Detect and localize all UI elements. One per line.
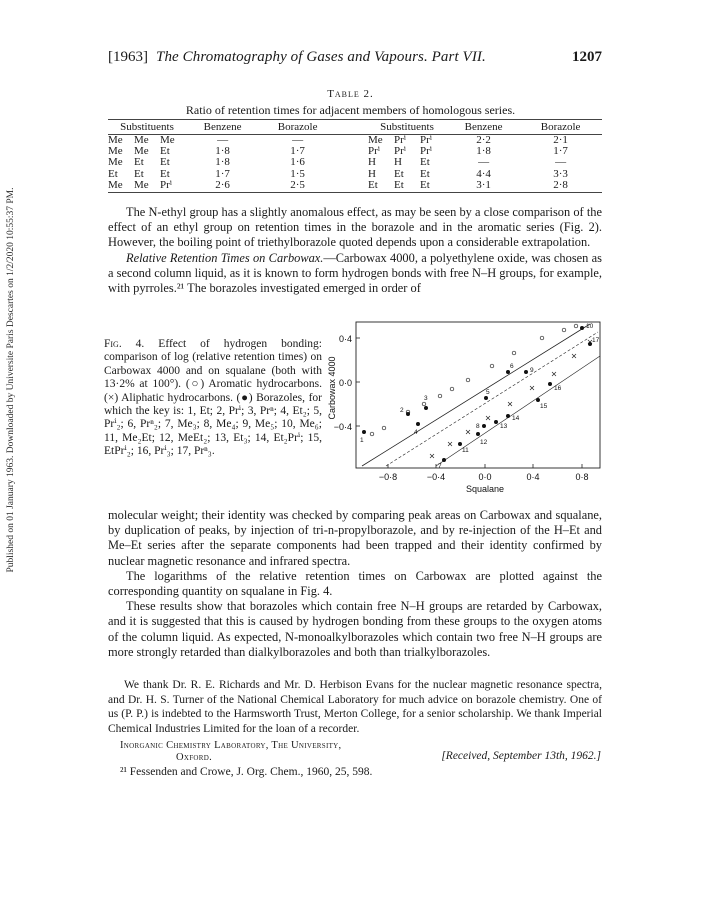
table-cell: H [368,156,376,169]
aliphatic-point [430,454,434,458]
borazole-point [536,398,540,402]
aromatic-point [574,324,578,328]
x-axis-label: Squalane [465,484,505,494]
borazole-label: 14 [512,415,520,422]
borazole-label: 4 [414,429,418,436]
table-cell: Me [108,134,123,146]
aromatic-point [540,336,544,340]
aliphatic-point [466,430,470,434]
borazole-label: 9 [530,367,534,374]
table-cell: — [292,134,304,146]
table-cell: Prⁱ [394,145,406,158]
table-cell: Prⁱ [368,145,380,158]
figure-caption-key: (○) Aromatic hydrocarbons. (×) Aliphatic hydrocarbons. (●) Borazoles, for which the key is: 1, Et; 2, Prⁱ; 3, Prⁿ; 4, Et₂; 5, Prⁱ₂; 6, Prⁿ₂; 7, Me₃; 8, Me₄; 9, Me₅; 10, Me₆; 11, Me₂Et; 12, MeEt₂; 13, Et₃; 14, Et₂Prⁱ; 15, EtPrⁱ₂; 16, Prⁱ₃; 17, Prⁿ₃. [104,378,322,458]
borazole-point [362,430,366,434]
table-cell: Me [108,156,123,169]
table-cell: 1·8 [215,156,230,169]
col-borazole: Borazole [540,121,581,133]
table-cell: Me [160,134,175,146]
header-year: [1963] [108,49,148,65]
laboratory-address [120,740,341,764]
aromatic-point [450,387,454,391]
body-text-bottom [108,508,602,660]
col-substituents: Substituents [120,121,174,133]
aliphatic-point [508,402,512,406]
borazole-point [484,396,488,400]
table-caption: Ratio of retention times for adjacent members of homologous series. [185,103,516,117]
table-cell: Et [108,167,118,180]
table-row [368,157,600,168]
borazole-point [506,414,510,418]
paragraph-ethyl-effect: The N-ethyl group has a slightly anomalous effect, as may be seen by a close comparison of the effect of an ethyl group on retention times in the borazole and in the aromatic series (Fig. 2). However, the boiling point of triethylborazole quoted depends upon a considerable extrapolation. [108,205,602,250]
trend-line-aliphatic [386,332,598,466]
download-watermark [0,100,22,660]
table-cell: Et [134,156,144,169]
table-cell: 1·6 [290,156,305,169]
figure-caption-head: Fig. 4. [104,338,145,350]
table-cell: Prⁱ [420,145,432,158]
header-title: The Chromatography of Gases and Vapours. Part VII. [156,49,486,65]
x-tick-label: 0·8 [575,472,589,482]
acknowledgements [108,678,602,736]
table-cell: 2·1 [553,134,568,146]
paragraph-carbowax [108,251,602,297]
borazole-label: 6 [510,363,514,370]
x-tick-label: −0·8 [378,472,398,482]
borazole-point [416,422,420,426]
table-cell: — [217,134,229,146]
table-cell: Et [420,156,430,169]
paragraph-results: These results show that borazoles which contain free N–H groups are retarded by Carbowax, and it is suggested that this is caused by hydrogen bonding from these groups to the oxygen atoms of the column liquid. As expected, N-monoalkylborazoles which contain two free N–H groups are more strongly retarded than dialkylborazoles and both than trialkylborazoles. [108,599,602,659]
laboratory-line-2: Oxford. [176,752,213,763]
aromatic-point [562,328,566,332]
table-cell: Me [108,145,123,158]
table-cell: H [368,167,376,180]
x-tick-label: −0·4 [426,472,446,482]
paragraph-carbowax-text: —Carbowax 4000, a polyethylene oxide, was chosen as a second column liquid, as it is known to form hydrogen bonds with free N–H groups, for example, with pyrroles.²¹ The borazoles investigated emerged in order of [108,250,602,296]
table-cell: Et [368,178,378,191]
table-cell: Me [108,178,123,191]
aliphatic-point [552,372,556,376]
borazole-label: 16 [554,385,562,392]
table-cell: — [478,156,490,169]
borazole-label: 11 [462,447,469,454]
table-cell: 1·5 [290,167,305,180]
table-cell: Et [394,178,404,191]
aromatic-point [422,402,426,406]
table-cell: 3·3 [553,167,568,180]
col-borazole: Borazole [277,121,318,133]
col-substituents: Substituents [380,121,434,133]
borazole-point [494,420,498,424]
figure-4-points [360,323,600,470]
borazole-point [548,382,552,386]
figure-caption-text: Effect of hydrogen bonding: comparison of log (relative retention times) on Carbowax 4000 and on squalane (both with 13·2% at 100°). [104,338,322,391]
y-tick-label: 0·4 [338,334,352,344]
table-left-body [108,135,336,191]
borazole-point [406,412,410,416]
borazole-point [458,442,462,446]
borazole-label: 15 [540,403,548,410]
aliphatic-point [530,386,534,390]
figure-4 [328,316,608,496]
borazole-label: 13 [500,423,508,430]
table-row [368,180,600,191]
borazole-label: 17 [592,337,600,344]
table-row [108,157,336,168]
aromatic-point [370,432,374,436]
figure-4-plot [328,316,608,496]
paragraph-identity: molecular weight; their identity was checked by comparing peak areas on Carbowax and squalane, by duplication of peaks, by injection of tri-n-propylborazole, and by re-injection of the H–Et and Me–Et series after the separate components had been trapped and their identity confirmed by nuclear magnetic resonance and infrared spectra. [108,508,602,568]
trend-line-aromatic [362,324,590,466]
borazole-label: 1 [360,437,364,444]
table-cell: Me [368,134,383,146]
table-cell: 2·8 [553,178,568,191]
table-cell: 1·7 [290,145,305,158]
table-cell: Et [420,167,430,180]
table-cell: Et [394,167,404,180]
aliphatic-point [448,442,452,446]
reference-21: ²¹ Fessenden and Crowe, J. Org. Chem., 1960, 25, 598. [120,766,373,778]
table-cell: 1·7 [215,167,230,180]
aliphatic-point [486,416,490,420]
col-benzene: Benzene [464,121,503,133]
plot-frame [356,322,600,468]
borazole-label: 5 [486,389,490,396]
borazole-label: 10 [586,323,594,330]
x-tick-label: 0·0 [478,472,492,482]
table-cell: 1·7 [553,145,568,158]
borazole-label: 12 [480,439,488,446]
borazole-point [580,326,584,330]
aromatic-point [512,351,516,355]
aromatic-point [382,426,386,430]
borazole-point [506,370,510,374]
paragraph-logarithms: The logarithms of the relative retention times on Carbowax are plotted against the corresponding quantity on squalane in Fig. 4. [108,568,602,599]
table-right-half [368,119,600,191]
table-cell: Prⁱ [420,134,432,146]
table-cell: Et [420,178,430,191]
borazole-label: 8 [476,423,480,430]
table-cell: Et [160,156,170,169]
table-label: Table 2. [327,88,374,100]
table-cell: 1·8 [476,145,491,158]
table-cell: 2·6 [215,178,230,191]
table-cell: Me [134,145,149,158]
y-axis-label: Carbowax 4000 [328,356,337,420]
table-bottom-rule [108,192,602,193]
table-cell: 2·2 [476,134,491,146]
table-cell: Et [160,145,170,158]
table-cell: 3·1 [476,178,491,191]
table-cell: Et [134,167,144,180]
y-tick-label: −0·4 [333,422,352,432]
borazole-label: 3 [424,395,428,402]
trend-line-borazole [436,356,600,466]
table-cell: Et [160,167,170,180]
table-left-half [108,119,336,191]
table-row [108,180,336,191]
col-benzene: Benzene [203,121,242,133]
borazole-label: 7 [438,463,442,470]
table-cell: 4·4 [476,167,491,180]
received-date: [Received, September 13th, 1962.] [441,750,601,762]
table-cell: 2·5 [290,178,305,191]
table-cell: — [555,156,567,169]
table-cell: Me [134,178,149,191]
borazole-point [482,424,486,428]
borazole-label: 2 [400,407,404,414]
aromatic-point [438,394,442,398]
acknowledgement-text: We thank Dr. R. E. Richards and Mr. D. Herbison Evans for the nuclear magnetic resonance spectra, and Dr. H. S. Turner of the National Chemical Laboratory for much advice on borazole chemistry. One of us (P. P.) is indebted to the Harmsworth Trust, Merton College, for a senior scholarship. We thank Imperial Chemical Industries Limited for the loan of a recorder. [108,679,602,735]
running-header [108,49,602,69]
borazole-point [476,432,480,436]
table-cell: Prⁱ [160,178,172,191]
borazole-point [524,370,528,374]
y-tick-label: 0·0 [338,378,352,388]
figure-caption [104,338,322,459]
table-cell: Me [134,134,149,146]
aliphatic-point [572,354,576,358]
table-cell: 1·8 [215,145,230,158]
x-tick-label: 0·4 [526,472,540,482]
table-cell: Prⁱ [394,134,406,146]
figure-4-axis-text [328,334,589,494]
download-note: Published on 01 January 1963. Downloaded by Universite Paris Descartes on 1/2/2020 10:55:37 PM. [6,187,16,573]
paragraph-lead: Relative Retention Times on Carbowax. [126,250,324,265]
borazole-point [442,458,446,462]
table-right-body [368,135,600,191]
table-cell: H [394,156,402,169]
borazole-point [424,406,428,410]
aromatic-point [490,364,494,368]
page-number: 1207 [572,49,602,65]
aromatic-point [466,378,470,382]
body-text-top [108,205,602,296]
laboratory-line-1: Inorganic Chemistry Laboratory, The University, [120,740,342,751]
